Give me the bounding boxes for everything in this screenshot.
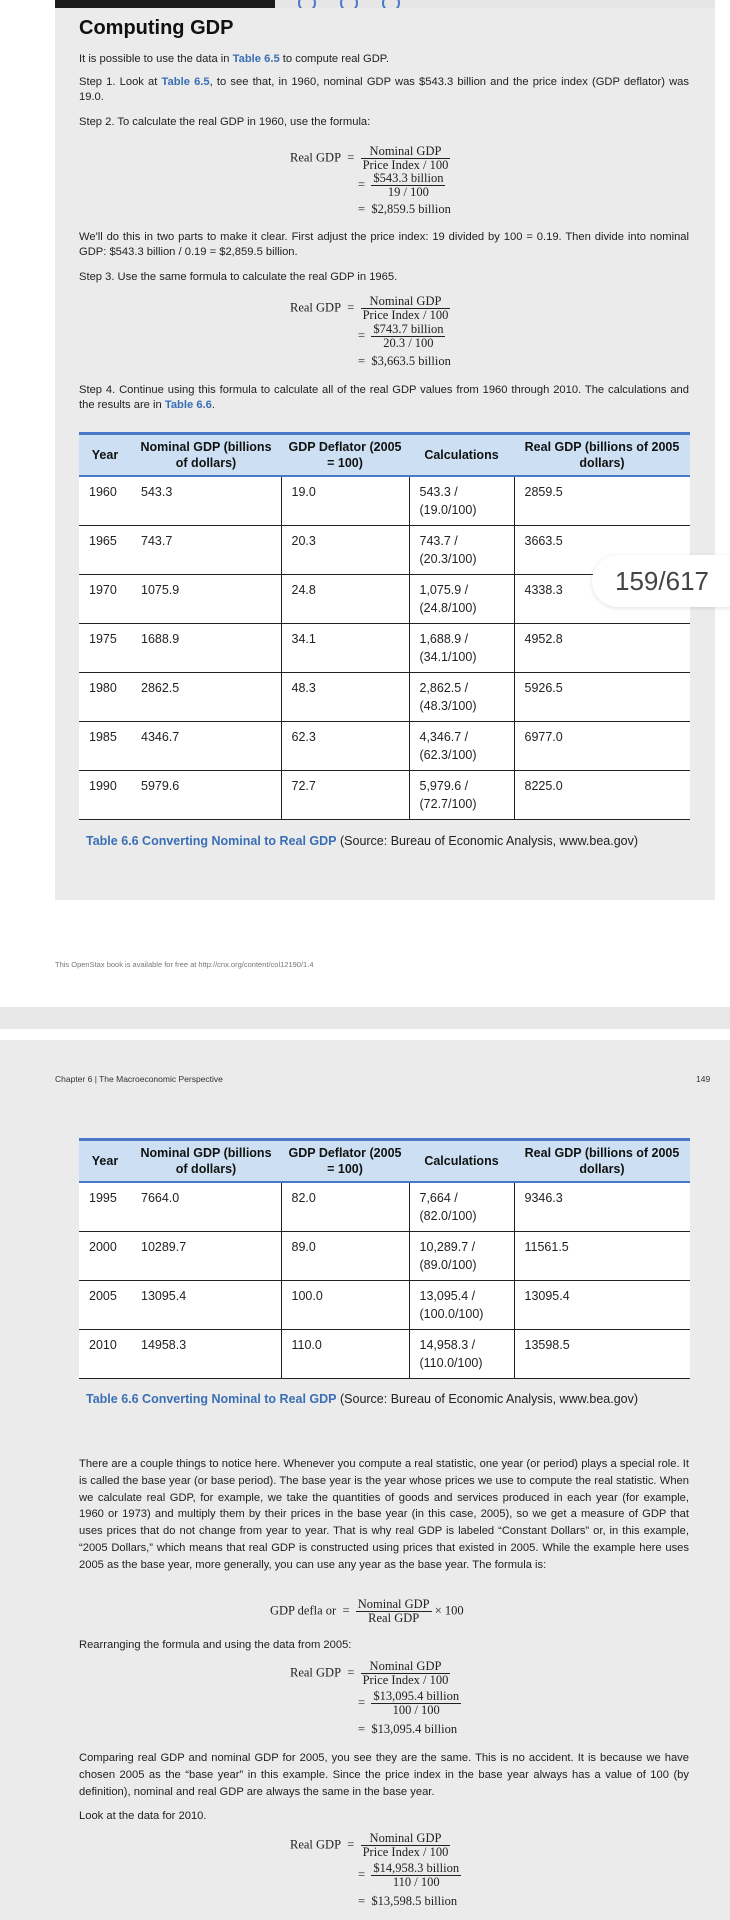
- page-footer: This OpenStax book is available for free at http://cnx.org/content/col12190/1.4: [55, 960, 314, 969]
- table-row: [79, 771, 690, 820]
- cell-real: 2859.5: [514, 476, 690, 526]
- equation-4: Real GDP = $\frac{\text{Nominal GDP}}{\text{Price Index / 100}}$: [290, 1831, 449, 1859]
- header-year: Year: [79, 1140, 131, 1183]
- header-nominal-gdp: Nominal GDP (billions of dollars): [131, 434, 281, 477]
- table-6-5-link[interactable]: Table 6.5: [232, 53, 280, 65]
- table-row: [79, 722, 690, 771]
- cell-year: 2005: [79, 1281, 131, 1330]
- header-calculations: Calculations: [409, 434, 514, 477]
- cell-nominal: 14958.3: [131, 1330, 281, 1379]
- equation-2: Real GDP = $\frac{\text{Nominal GDP}}{\text{Price Index / 100}}$: [290, 294, 449, 322]
- table-6-5-link[interactable]: Table 6.5: [161, 76, 210, 88]
- equation-1-result: = $2,859.5 billion: [358, 202, 451, 216]
- equation-3-result: = $13,095.4 billion: [358, 1722, 458, 1736]
- cell-real: 4338.3: [514, 575, 690, 624]
- cell-deflator: 19.0: [281, 476, 409, 526]
- cell-calculation: 13,095.4 / (100.0/100): [409, 1281, 514, 1330]
- cell-real: 3663.5: [514, 526, 690, 575]
- look-2010-paragraph: Look at the data for 2010.: [79, 1810, 207, 1822]
- table-6-6-caption-link[interactable]: Table 6.6 Converting Nominal to Real GDP: [86, 834, 337, 848]
- table-row: [79, 624, 690, 673]
- cell-real: 6977.0: [514, 722, 690, 771]
- gdp-table-part-1: [79, 432, 690, 820]
- header-real-gdp: Real GDP (billions of 2005 dollars): [514, 1140, 690, 1183]
- step-3-paragraph: Step 3. Use the same formula to calculate the real GDP in 1965.: [79, 271, 398, 283]
- cell-real: 4952.8: [514, 624, 690, 673]
- cell-nominal: 2862.5: [131, 673, 281, 722]
- table-row: [79, 1330, 690, 1379]
- cell-nominal: 1688.9: [131, 624, 281, 673]
- section-title: Computing GDP: [79, 17, 234, 39]
- step-2-paragraph: Step 2. To calculate the real GDP in 1960, use the formula:: [79, 116, 371, 128]
- cell-real: 13095.4: [514, 1281, 690, 1330]
- cell-nominal: 543.3: [131, 476, 281, 526]
- cell-deflator: 48.3: [281, 673, 409, 722]
- cell-real: 5926.5: [514, 673, 690, 722]
- header-nominal-gdp: Nominal GDP (billions of dollars): [131, 1140, 281, 1183]
- table-row: [79, 1281, 690, 1330]
- cell-calculation: 1,688.9 / (34.1/100): [409, 624, 514, 673]
- header-real-gdp: Real GDP (billions of 2005 dollars): [514, 434, 690, 477]
- cell-calculation: 14,958.3 / (110.0/100): [409, 1330, 514, 1379]
- rearrange-paragraph: Rearranging the formula and using the data from 2005:: [79, 1639, 352, 1651]
- cell-calculation: 10,289.7 / (89.0/100): [409, 1232, 514, 1281]
- two-parts-paragraph: We'll do this in two parts to make it clear. First adjust the price index: 19 divided by 100 = 0.19. Then divide into nominal GDP: $543.3 billion / 0.19 = $2,859.5 billion.: [79, 231, 689, 258]
- equation-3-step: = $\frac{\text{\$13,095.4 billion}}{100 / 100}$: [358, 1689, 460, 1717]
- cell-deflator: 34.1: [281, 624, 409, 673]
- cell-calculation: 7,664 / (82.0/100): [409, 1182, 514, 1232]
- cell-nominal: 4346.7: [131, 722, 281, 771]
- table-6-6-caption-link[interactable]: Table 6.6 Converting Nominal to Real GDP: [86, 1392, 337, 1406]
- table-header-row: [79, 434, 690, 477]
- gdp-table-part-2: [79, 1138, 690, 1379]
- cell-calculation: 743.7 / (20.3/100): [409, 526, 514, 575]
- cell-real: 9346.3: [514, 1182, 690, 1232]
- chapter-header: Chapter 6 | The Macroeconomic Perspective: [55, 1074, 223, 1084]
- cell-year: 1965: [79, 526, 131, 575]
- cell-deflator: 72.7: [281, 771, 409, 820]
- table-caption: Table 6.6 Converting Nominal to Real GDP (Source: Bureau of Economic Analysis, www.bea.gov): [86, 1392, 639, 1406]
- step-1-paragraph: Step 1. Look at Table 6.5, to see that, in 1960, nominal GDP was $543.3 billion and the price index (GDP deflator) was 19.0.: [79, 76, 689, 103]
- cell-real: 8225.0: [514, 771, 690, 820]
- cell-real: 13598.5: [514, 1330, 690, 1379]
- cell-nominal: 743.7: [131, 526, 281, 575]
- header-gdp-deflator: GDP Deflator (2005 = 100): [281, 434, 409, 477]
- page-number: 149: [696, 1074, 711, 1084]
- header-gdp-deflator: GDP Deflator (2005 = 100): [281, 1140, 409, 1183]
- comparison-paragraph: Comparing real GDP and nominal GDP for 2005, you see they are the same. This is no accident. It is because we have chosen 2005 as the “base year” in this example. Since the price index in the base year always has a value of 100 (by definition), nominal and real GDP are always the same in the base year.: [79, 1752, 689, 1798]
- cell-deflator: 82.0: [281, 1182, 409, 1232]
- cell-nominal: 1075.9: [131, 575, 281, 624]
- cell-nominal: 13095.4: [131, 1281, 281, 1330]
- table-row: [79, 1182, 690, 1232]
- step-4-paragraph: Step 4. Continue using this formula to calculate all of the real GDP values from 1960 through 2010. The calculations and the results are in Table 6.6.: [79, 384, 689, 411]
- cell-nominal: 10289.7: [131, 1232, 281, 1281]
- equation-4-result: = $13,598.5 billion: [358, 1894, 458, 1908]
- cell-calculation: 1,075.9 / (24.8/100): [409, 575, 514, 624]
- cell-real: 11561.5: [514, 1232, 690, 1281]
- table-6-6-link[interactable]: Table 6.6: [164, 399, 212, 411]
- page-indicator-badge: 159/617: [592, 555, 730, 607]
- page-separator: [0, 1007, 730, 1029]
- cell-nominal: 7664.0: [131, 1182, 281, 1232]
- header-year: Year: [79, 434, 131, 477]
- equation-2-result: = $3,663.5 billion: [358, 354, 451, 368]
- cell-deflator: 62.3: [281, 722, 409, 771]
- table-row: [79, 476, 690, 526]
- cell-year: 1990: [79, 771, 131, 820]
- equation-1-step: = $\frac{\text{\$543.3 billion}}{19 / 100}$: [358, 171, 444, 199]
- base-year-paragraph: There are a couple things to notice here. Whenever you compute a real statistic, one year (or period) plays a special role. It is called the base year (or base period). The base year is the year whose prices we use to compute the real statistic. When we calculate real GDP, for example, we take the quantities of goods and services produced in each year (for example, 1960 or 1973) and multiply them by their prices in the base year (in this case, 2005), so we get a measure of GDP that uses prices that do not change from year to year. That is why real GDP is labeled “Constant Dollars” or, in this example, “2005 Dollars,” which means that real GDP is constructed using prices that existed in 2005. While the example here uses 2005 as the base year, more generally, you can use any year as the base year. The formula is:: [79, 1458, 689, 1571]
- cell-year: 2010: [79, 1330, 131, 1379]
- cell-year: 1985: [79, 722, 131, 771]
- cell-year: 1980: [79, 673, 131, 722]
- equation-4-step: = $\frac{\text{\$14,958.3 billion}}{110 / 100}$: [358, 1861, 460, 1889]
- equation-3: Real GDP = $\frac{\text{Nominal GDP}}{\text{Price Index / 100}}$: [290, 1659, 449, 1687]
- cell-deflator: 110.0: [281, 1330, 409, 1379]
- table-row: [79, 1232, 690, 1281]
- cell-calculation: 4,346.7 / (62.3/100): [409, 722, 514, 771]
- table-caption: Table 6.6 Converting Nominal to Real GDP (Source: Bureau of Economic Analysis, www.bea.gov): [86, 834, 639, 848]
- cell-nominal: 5979.6: [131, 771, 281, 820]
- cell-calculation: 2,862.5 / (48.3/100): [409, 673, 514, 722]
- cell-year: 2000: [79, 1232, 131, 1281]
- cell-year: 1960: [79, 476, 131, 526]
- table-header-row: [79, 1140, 690, 1183]
- equation-2-step: = $\frac{\text{\$743.7 billion}}{20.3 / 100}$: [358, 322, 444, 350]
- cell-deflator: 24.8: [281, 575, 409, 624]
- table-row: [79, 673, 690, 722]
- cell-deflator: 20.3: [281, 526, 409, 575]
- cell-year: 1995: [79, 1182, 131, 1232]
- deflator-equation: GDP defla or = $\frac{\text{Nominal GDP}}{\text{Real GDP}}$ × 100: [270, 1597, 464, 1625]
- cell-deflator: 100.0: [281, 1281, 409, 1330]
- equation-1: Real GDP = $\frac{\text{Nominal GDP}}{\text{Price Index / 100}}$: [290, 144, 449, 172]
- cell-calculation: 543.3 / (19.0/100): [409, 476, 514, 526]
- intro-paragraph: It is possible to use the data in Table 6.5 to compute real GDP.: [79, 53, 389, 65]
- cell-deflator: 89.0: [281, 1232, 409, 1281]
- header-calculations: Calculations: [409, 1140, 514, 1183]
- cell-calculation: 5,979.6 / (72.7/100): [409, 771, 514, 820]
- cell-year: 1970: [79, 575, 131, 624]
- cell-year: 1975: [79, 624, 131, 673]
